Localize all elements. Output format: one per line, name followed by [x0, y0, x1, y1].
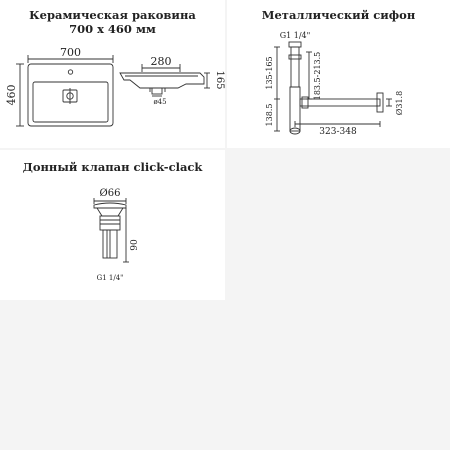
drain-drawing: [0, 150, 225, 300]
siphon-lower-label: 138.5: [265, 103, 274, 127]
siphon-mid-label: 183.5-213.5: [313, 51, 322, 101]
drain-thread-label: G1 1/4": [96, 274, 124, 282]
sink-side-width-label: 280: [150, 55, 172, 68]
drain-head-label: Ø66: [99, 188, 121, 199]
sink-side-view: [120, 64, 210, 96]
sink-panel: [0, 0, 225, 148]
sink-subtitle: 700 х 460 мм: [69, 22, 156, 36]
siphon-drawing: [227, 0, 450, 148]
sink-drawing: [0, 0, 225, 148]
siphon-thread-label: G1 1/4": [279, 31, 311, 40]
sink-top-view: [16, 55, 113, 126]
drain-valve-body: [94, 198, 129, 262]
sink-depth-label: 460: [5, 84, 18, 106]
siphon-panel: [227, 0, 450, 148]
sink-height-label: 165: [214, 70, 225, 90]
siphon-upper-label: 135-165: [265, 56, 274, 90]
siphon-body: [274, 42, 392, 134]
drain-panel: [0, 150, 225, 300]
siphon-title: Металлический сифон: [261, 8, 416, 22]
sink-title: Керамическая раковина: [29, 8, 196, 22]
drain-title: Донный клапан click-clack: [22, 160, 203, 174]
sink-width-label: 700: [60, 46, 81, 59]
drain-length-label: 90: [130, 239, 140, 251]
sink-drain-label: ø45: [153, 98, 167, 106]
siphon-reach-label: 323-348: [319, 127, 357, 137]
siphon-pipe-label: Ø31.8: [395, 90, 404, 116]
